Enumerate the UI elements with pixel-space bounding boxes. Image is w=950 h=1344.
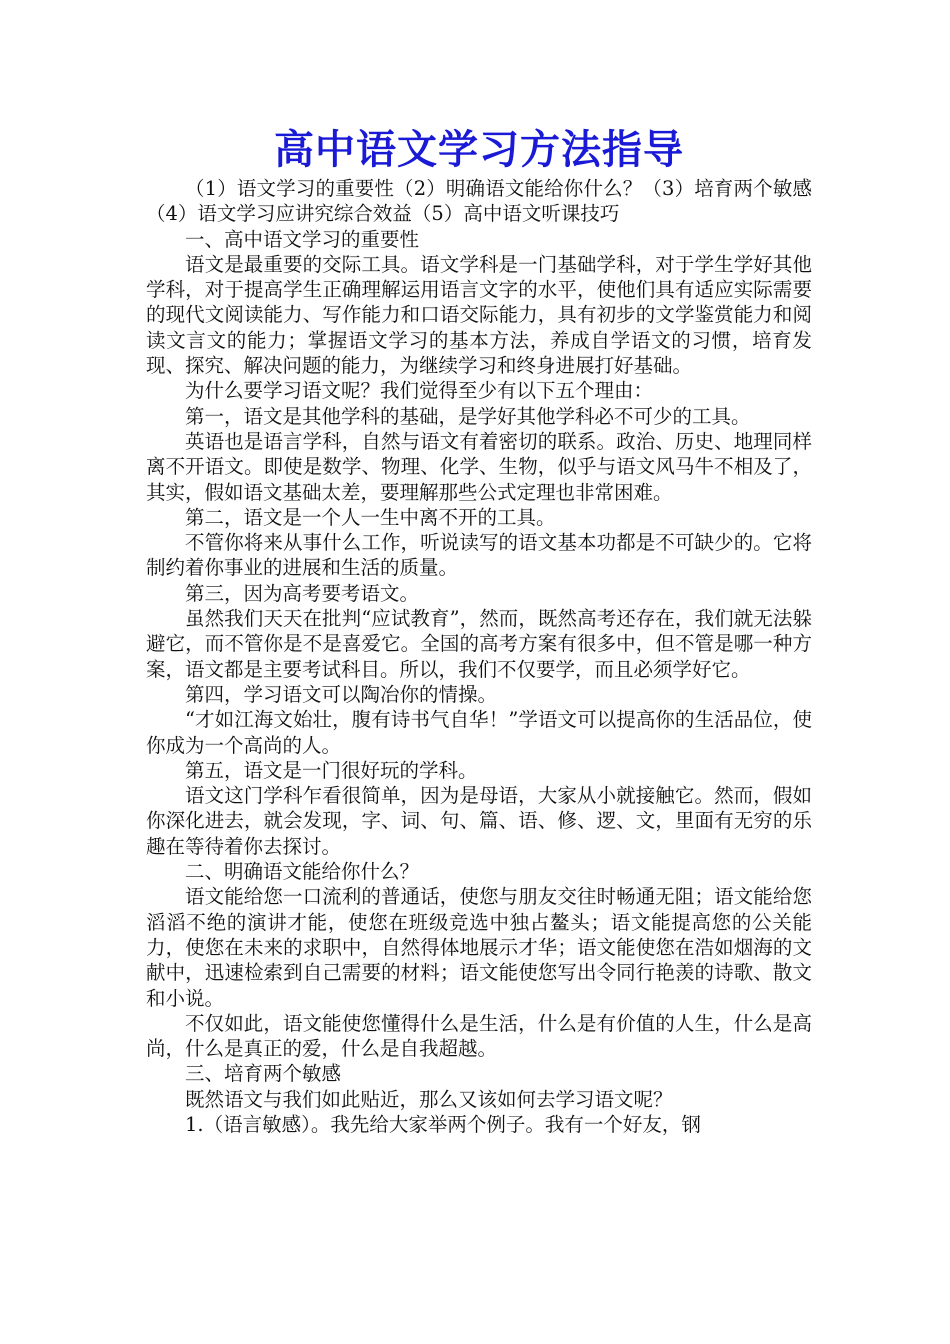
document-page — [146, 124, 812, 1137]
paragraph: 语文是最重要的交际工具。语文学科是一门基础学科，对于学生学好其他学科，对于提高学生正确理解运用语言文字的水平，使他们具有适应实际需要的现代文阅读能力、写作能力和口语交际能力，具有初步的文学鉴赏能力和阅读文言文的能力；掌握语文学习的基本方法，养成自学语文的习惯，培育发现、探究、解决问题的能力，为继续学习和终身进展打好基础。 — [146, 252, 812, 378]
document-title: 高中语文学习方法指导 — [274, 126, 684, 173]
paragraph: （1）语文学习的重要性（2）明确语文能给你什么？（3）培育两个敏感（4）语文学习应讲究综合效益（5）高中语文听课技巧 — [146, 177, 812, 226]
paragraph: 英语也是语言学科，自然与语文有着密切的联系。政治、历史、地理同样离不开语文。即使是数学、物理、化学、生物，似乎与语文风马牛不相及了，其实，假如语文基础太差，要理解那些公式定理也非常困难。 — [146, 429, 812, 504]
paragraph: “才如江海文始壮，腹有诗书气自华！”学语文可以提高你的生活品位，使你成为一个高尚的人。 — [146, 708, 812, 757]
paragraph: 第四，学习语文可以陶冶你的情操。 — [185, 682, 498, 706]
paragraph: 第一，语文是其他学科的基础，是学好其他学科必不可少的工具。 — [185, 404, 751, 428]
paragraph: 不仅如此，语文能使您懂得什么是生活，什么是有价值的人生，什么是高尚，什么是真正的爱，什么是自我超越。 — [146, 1011, 812, 1061]
paragraph: 第二，语文是一个人一生中离不开的工具。 — [185, 505, 556, 529]
paragraph: 语文这门学科乍看很简单，因为是母语，大家从小就接触它。然而，假如你深化进去，就会发现，字、词、句、篇、语、修、逻、文，里面有无穷的乐趣在等待着你去探讨。 — [146, 784, 812, 858]
paragraph: 虽然我们天天在批判“应试教育”，然而，既然高考还存在，我们就无法躲避它，而不管你是不是喜爱它。全国的高考方案有很多中，但不管是哪一种方案，语文都是主要考试科目。所以，我们不仅要学，而且必须学好它。 — [146, 607, 812, 681]
paragraph: 1.（语言敏感）。我先给大家举两个例子。我有一个好友，钢 — [185, 1112, 701, 1136]
document-body — [146, 176, 812, 1137]
paragraph: 第五，语文是一门很好玩的学科。 — [185, 758, 478, 782]
paragraph: 既然语文与我们如此贴近，那么又该如何去学习语文呢？ — [185, 1087, 673, 1111]
paragraph: 为什么要学习语文呢？我们觉得至少有以下五个理由： — [185, 379, 654, 403]
section-heading: 三、培育两个敏感 — [185, 1062, 342, 1086]
paragraph: 语文能给您一口流利的普通话，使您与朋友交往时畅通无阻；语文能给您滔滔不绝的演讲才能，使您在班级竞选中独占鳌头；语文能提高您的公关能力，使您在未来的求职中，自然得体地展示才华；语文能使您在浩如烟海的文献中，迅速检索到自己需要的材料；语文能使您写出令同行艳羡的诗歌、散文和小说。 — [146, 885, 812, 1010]
section-heading: 二、明确语文能给你什么？ — [185, 860, 420, 884]
section-heading: 一、高中语文学习的重要性 — [185, 227, 420, 251]
paragraph: 不管你将来从事什么工作，听说读写的语文基本功都是不可缺少的。它将制约着你事业的进展和生活的质量。 — [146, 531, 812, 580]
paragraph: 第三，因为高考要考语文。 — [185, 581, 420, 605]
